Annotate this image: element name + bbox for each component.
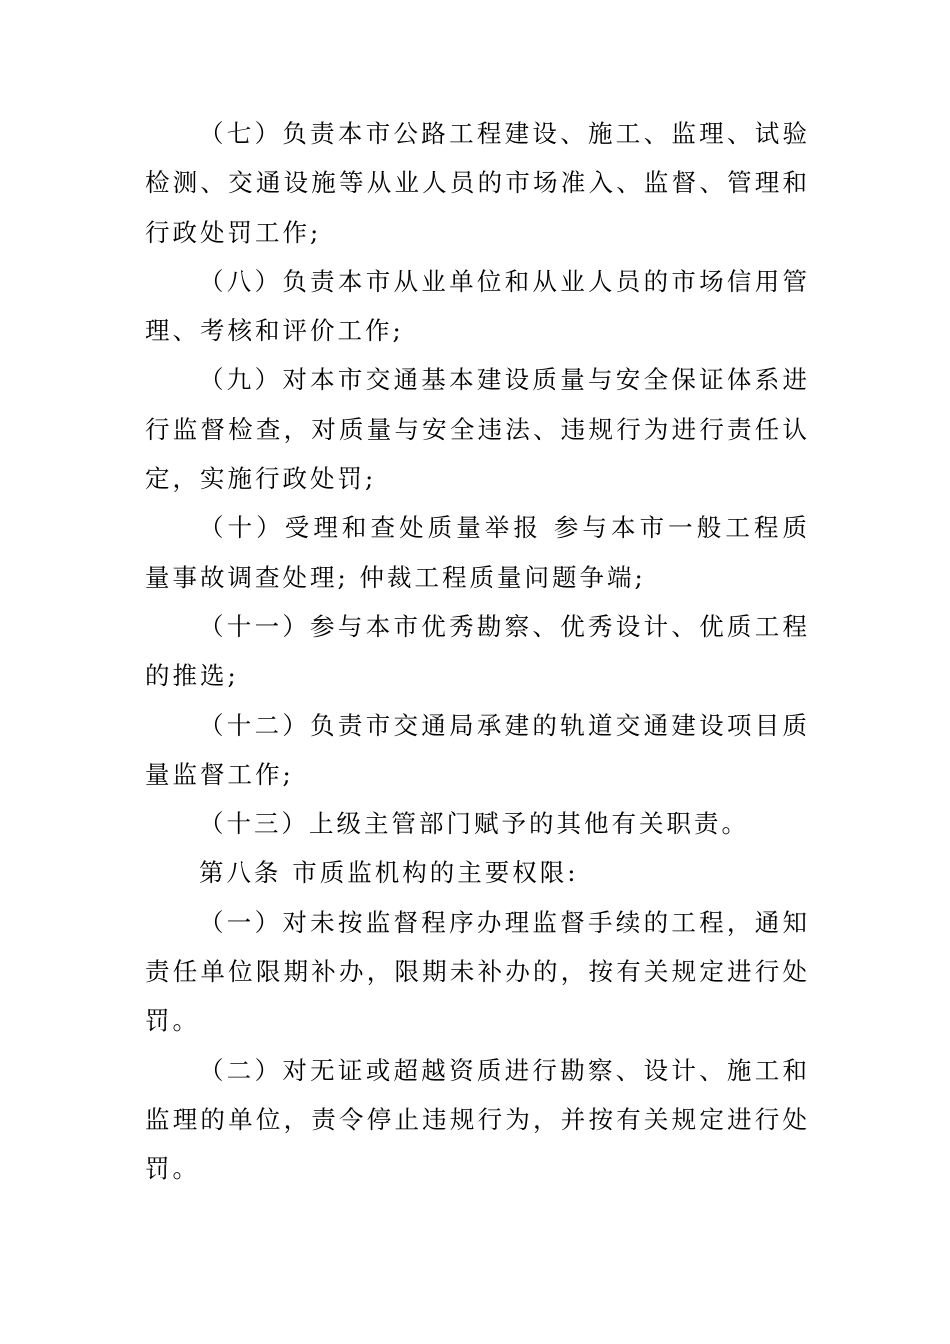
authority-1-paragraph: （一）对未按监督程序办理监督手续的工程，通知责任单位限期补办，限期未补办的，按有关规定进行处罚。 [145, 907, 810, 1036]
clause-13-paragraph: （十三）上级主管部门赋予的其他有关职责。 [199, 809, 749, 839]
clause-7-paragraph: （七）负责本市公路工程建设、施工、监理、试验检测、交通设施等从业人员的市场准入、监督、管理和行政处罚工作; [145, 119, 810, 247]
clause-9-paragraph: （九）对本市交通基本建设质量与安全保证体系进行监督检查，对质量与安全违法、违规行为进行责任认定，实施行政处罚; [145, 365, 810, 494]
clause-11-paragraph: （十一）参与本市优秀勘察、优秀设计、优质工程的推选; [145, 611, 810, 691]
article-8-heading: 第八条 市质监机构的主要权限: [199, 858, 579, 888]
document-body [145, 109, 810, 1194]
clause-10-paragraph: （十）受理和查处质量举报 参与本市一般工程质量事故调查处理; 仲裁工程质量问题争端; [145, 513, 810, 592]
authority-2-paragraph: （二）对无证或超越资质进行勘察、设计、施工和监理的单位，责令停止违规行为，并按有关规定进行处罚。 [145, 1055, 810, 1184]
clause-12-paragraph: （十二）负责市交通局承建的轨道交通建设项目质量监督工作; [145, 710, 810, 789]
clause-8-paragraph: （八）负责本市从业单位和从业人员的市场信用管理、考核和评价工作; [145, 266, 810, 346]
